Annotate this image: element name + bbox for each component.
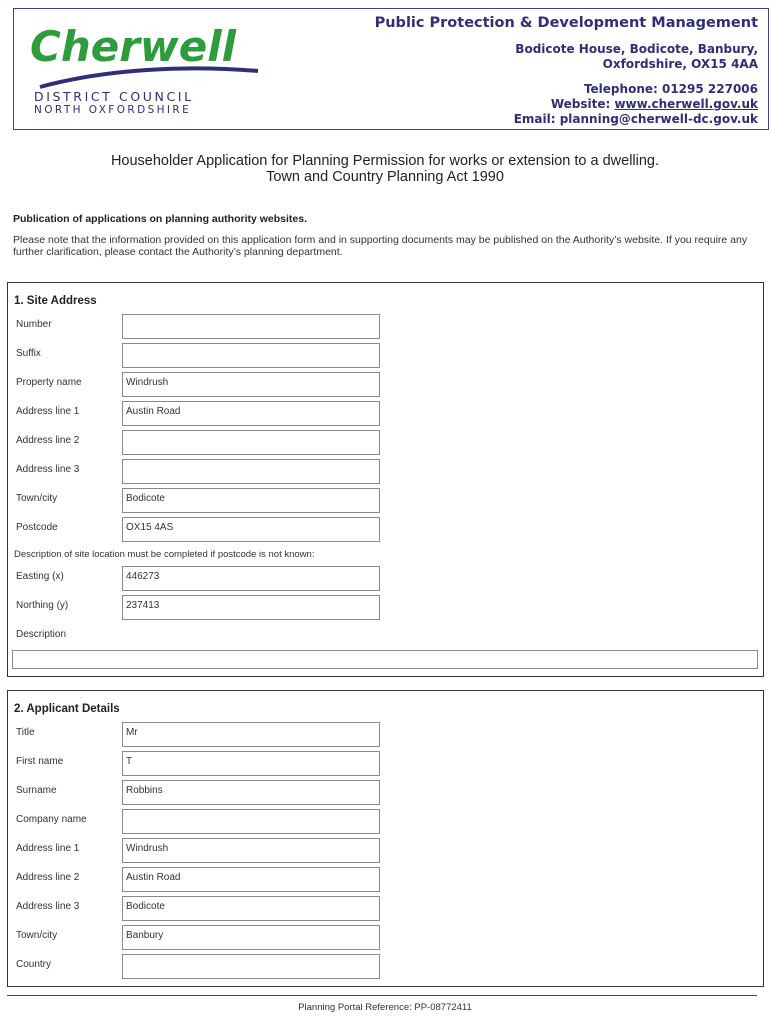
site-property-name-field bbox=[14, 372, 394, 396]
applicant-town-field bbox=[14, 925, 394, 949]
field-label: Town/city bbox=[16, 493, 58, 504]
site-number-field bbox=[14, 314, 394, 338]
form-title-line-1: Householder Application for Planning Permission for works or extension to a dwelling. bbox=[110, 153, 660, 169]
site-suffix-field bbox=[14, 343, 394, 367]
applicant-title-field bbox=[14, 722, 394, 746]
publication-text: Please note that the information provided on this application form and in supporting documents may be published on the Authority’s website. If you require any further clarification, please contact the Authority’s planning department. bbox=[13, 234, 748, 258]
applicant-details-section bbox=[7, 690, 764, 987]
field-label: Address line 2 bbox=[16, 435, 80, 446]
site-number-input[interactable] bbox=[122, 314, 380, 339]
field-label: Easting (x) bbox=[16, 571, 64, 582]
applicant-country-field bbox=[14, 954, 394, 978]
northing-field bbox=[14, 595, 394, 619]
applicant-address-line-1-field bbox=[14, 838, 394, 862]
site-address-section bbox=[7, 282, 764, 677]
site-town-field bbox=[14, 488, 394, 512]
field-label: Town/city bbox=[16, 930, 58, 941]
telephone: Telephone: 01295 227006 bbox=[583, 82, 758, 96]
applicant-surname-field bbox=[14, 780, 394, 804]
email[interactable]: Email: planning@cherwell-dc.gov.uk bbox=[513, 112, 758, 126]
easting-field bbox=[14, 566, 394, 590]
section-title: 2. Applicant Details bbox=[14, 703, 120, 715]
description-input[interactable] bbox=[12, 650, 758, 669]
applicant-country-input[interactable] bbox=[122, 954, 380, 979]
logo-swoosh bbox=[40, 68, 258, 87]
field-label: Address line 3 bbox=[16, 901, 80, 912]
applicant-first-name-field bbox=[14, 751, 394, 775]
department-name: Public Protection & Development Management bbox=[374, 15, 758, 31]
cherwell-logo bbox=[26, 17, 266, 93]
field-label: Address line 1 bbox=[16, 843, 80, 854]
council-name bbox=[34, 89, 254, 117]
applicant-town-input[interactable]: Banbury bbox=[122, 925, 380, 950]
address-line-1: Bodicote House, Bodicote, Banbury, bbox=[515, 42, 758, 56]
site-town-input[interactable]: Bodicote bbox=[122, 488, 380, 513]
applicant-first-name-input[interactable]: T bbox=[122, 751, 380, 776]
field-label: Country bbox=[16, 959, 52, 970]
northing-input[interactable]: 237413 bbox=[122, 595, 380, 620]
applicant-surname-input[interactable]: Robbins bbox=[122, 780, 380, 805]
planning-portal-reference: Planning Portal Reference: PP-08772411 bbox=[298, 1002, 472, 1013]
site-postcode-field bbox=[14, 517, 394, 541]
field-label: Postcode bbox=[16, 522, 58, 533]
publication-heading: Publication of applications on planning authority websites. bbox=[13, 213, 308, 225]
field-label: Northing (y) bbox=[16, 600, 69, 611]
site-address-line-1-field bbox=[14, 401, 394, 425]
field-label: First name bbox=[16, 756, 64, 767]
site-address-line-1-input[interactable]: Austin Road bbox=[122, 401, 380, 426]
applicant-address-line-2-input[interactable]: Austin Road bbox=[122, 867, 380, 892]
applicant-title-input[interactable]: Mr bbox=[122, 722, 380, 747]
field-label: Property name bbox=[16, 377, 82, 388]
footer-divider bbox=[7, 995, 757, 996]
section-title: 1. Site Address bbox=[14, 295, 97, 307]
field-label: Suffix bbox=[16, 348, 41, 359]
applicant-address-line-1-input[interactable]: Windrush bbox=[122, 838, 380, 863]
applicant-address-line-3-input[interactable]: Bodicote bbox=[122, 896, 380, 921]
form-title bbox=[0, 153, 770, 185]
field-label: Title bbox=[16, 727, 35, 738]
site-address-line-3-input[interactable] bbox=[122, 459, 380, 484]
site-property-name-input[interactable]: Windrush bbox=[122, 372, 380, 397]
logo-wordmark: Cherwell bbox=[30, 22, 237, 71]
site-address-line-2-input[interactable] bbox=[122, 430, 380, 455]
location-note: Description of site location must be completed if postcode is not known: bbox=[14, 549, 315, 560]
applicant-company-field bbox=[14, 809, 394, 833]
address-line-2: Oxfordshire, OX15 4AA bbox=[602, 57, 758, 71]
field-label: Address line 2 bbox=[16, 872, 80, 883]
letterhead bbox=[13, 8, 769, 130]
council-line-2: NORTH OXFORDSHIRE bbox=[34, 104, 192, 116]
description-label: Description bbox=[16, 629, 67, 640]
site-address-line-3-field bbox=[14, 459, 394, 483]
site-suffix-input[interactable] bbox=[122, 343, 380, 368]
site-postcode-input[interactable]: OX15 4AS bbox=[122, 517, 380, 542]
council-line-1: DISTRICT COUNCIL bbox=[34, 89, 194, 104]
website-link[interactable]: www.cherwell.gov.uk bbox=[614, 97, 758, 111]
site-address-line-2-field bbox=[14, 430, 394, 454]
applicant-address-line-2-field bbox=[14, 867, 394, 891]
easting-input[interactable]: 446273 bbox=[122, 566, 380, 591]
field-label: Number bbox=[16, 319, 52, 330]
applicant-address-line-3-field bbox=[14, 896, 394, 920]
contact-block bbox=[375, 14, 758, 127]
form-title-line-2: Town and Country Planning Act 1990 bbox=[266, 169, 504, 185]
field-label: Address line 3 bbox=[16, 464, 80, 475]
applicant-company-input[interactable] bbox=[122, 809, 380, 834]
field-label: Company name bbox=[16, 814, 87, 825]
field-label: Surname bbox=[16, 785, 57, 796]
website: Website: www.cherwell.gov.uk bbox=[550, 97, 758, 111]
field-label: Address line 1 bbox=[16, 406, 80, 417]
